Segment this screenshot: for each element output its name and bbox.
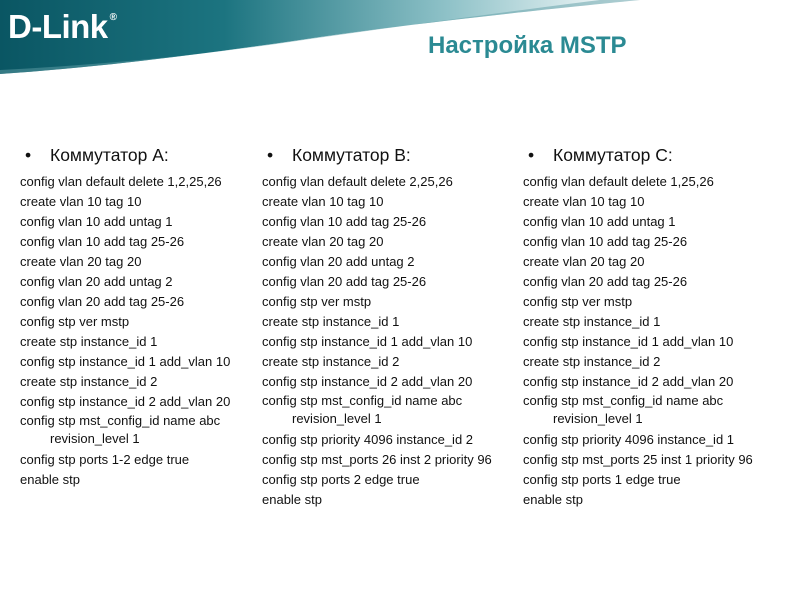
command-line: config stp ports 1-2 edge true <box>20 452 190 467</box>
command-line <box>262 392 524 430</box>
bullet-icon: • <box>528 145 535 165</box>
bullet-icon: • <box>25 145 32 165</box>
command-line: config vlan 20 add tag 25-26 <box>523 274 688 289</box>
command-line: config vlan 20 add tag 25-26 <box>20 294 185 309</box>
command-text: config stp mst_config_id name abc <box>523 393 724 408</box>
command-line: enable stp <box>20 472 80 487</box>
command-text: config stp mst_config_id name abc <box>20 413 221 428</box>
heading-label: Коммутатор C: <box>553 145 673 165</box>
command-line: config vlan 20 add tag 25-26 <box>262 274 427 289</box>
column-switch-a <box>20 142 260 490</box>
command-continuation: revision_level 1 <box>292 411 382 426</box>
banner-swoosh <box>0 0 800 80</box>
command-line: create vlan 10 tag 10 <box>20 194 142 209</box>
command-line: config stp instance_id 2 add_vlan 20 <box>20 394 231 409</box>
command-continuation: revision_level 1 <box>553 411 643 426</box>
column-switch-c <box>523 142 793 510</box>
command-line: config vlan default delete 1,25,26 <box>523 174 714 189</box>
command-line: create stp instance_id 2 <box>20 374 158 389</box>
command-line: config vlan 10 add untag 1 <box>523 214 676 229</box>
command-line: config vlan default delete 1,2,25,26 <box>20 174 222 189</box>
command-line: create stp instance_id 1 <box>523 314 661 329</box>
command-line <box>523 392 793 430</box>
dlink-logo: D-Link ® <box>8 8 117 45</box>
column-heading <box>523 142 793 168</box>
command-list <box>523 172 793 510</box>
heading-label: Коммутатор B: <box>292 145 411 165</box>
command-line: config vlan 20 add untag 2 <box>262 254 415 269</box>
command-line: create stp instance_id 2 <box>262 354 400 369</box>
command-line: enable stp <box>523 492 583 507</box>
slide-title: Настройка MSTP <box>428 32 627 59</box>
command-line <box>20 412 260 450</box>
command-line: config stp instance_id 1 add_vlan 10 <box>20 354 231 369</box>
command-continuation: revision_level 1 <box>50 431 140 446</box>
command-text: config stp mst_config_id name abc <box>262 393 463 408</box>
command-line: config stp ports 1 edge true <box>523 472 681 487</box>
command-line: config vlan 10 add tag 25-26 <box>20 234 185 249</box>
command-line: create vlan 10 tag 10 <box>262 194 384 209</box>
column-heading <box>262 142 524 168</box>
command-line: config stp instance_id 2 add_vlan 20 <box>262 374 473 389</box>
command-line: create vlan 20 tag 20 <box>262 234 384 249</box>
header-banner <box>0 0 800 80</box>
command-line: enable stp <box>262 492 322 507</box>
command-line: config stp mst_ports 26 inst 2 priority 96 <box>262 452 492 467</box>
command-list <box>20 172 260 490</box>
command-line: config stp mst_ports 25 inst 1 priority 96 <box>523 452 753 467</box>
command-line: config stp ver mstp <box>262 294 372 309</box>
command-line: config stp instance_id 1 add_vlan 10 <box>523 334 734 349</box>
heading-label: Коммутатор A: <box>50 145 169 165</box>
command-line: config vlan default delete 2,25,26 <box>262 174 453 189</box>
command-list <box>262 172 524 510</box>
command-line: create vlan 10 tag 10 <box>523 194 645 209</box>
command-line: create stp instance_id 1 <box>20 334 158 349</box>
command-line: create stp instance_id 2 <box>523 354 661 369</box>
command-line: config stp priority 4096 instance_id 2 <box>262 432 474 447</box>
command-line: config stp ver mstp <box>20 314 130 329</box>
command-line: config stp ports 2 edge true <box>262 472 420 487</box>
command-line: config stp ver mstp <box>523 294 633 309</box>
command-line: create stp instance_id 1 <box>262 314 400 329</box>
command-line: create vlan 20 tag 20 <box>20 254 142 269</box>
bullet-icon: • <box>267 145 274 165</box>
command-line: config stp priority 4096 instance_id 1 <box>523 432 735 447</box>
command-line: config vlan 10 add untag 1 <box>20 214 173 229</box>
column-switch-b <box>262 142 524 510</box>
command-line: config vlan 10 add tag 25-26 <box>523 234 688 249</box>
command-line: config vlan 20 add untag 2 <box>20 274 173 289</box>
command-line: config stp instance_id 1 add_vlan 10 <box>262 334 473 349</box>
command-line: config stp instance_id 2 add_vlan 20 <box>523 374 734 389</box>
command-line: config vlan 10 add tag 25-26 <box>262 214 427 229</box>
command-line: create vlan 20 tag 20 <box>523 254 645 269</box>
column-heading <box>20 142 260 168</box>
